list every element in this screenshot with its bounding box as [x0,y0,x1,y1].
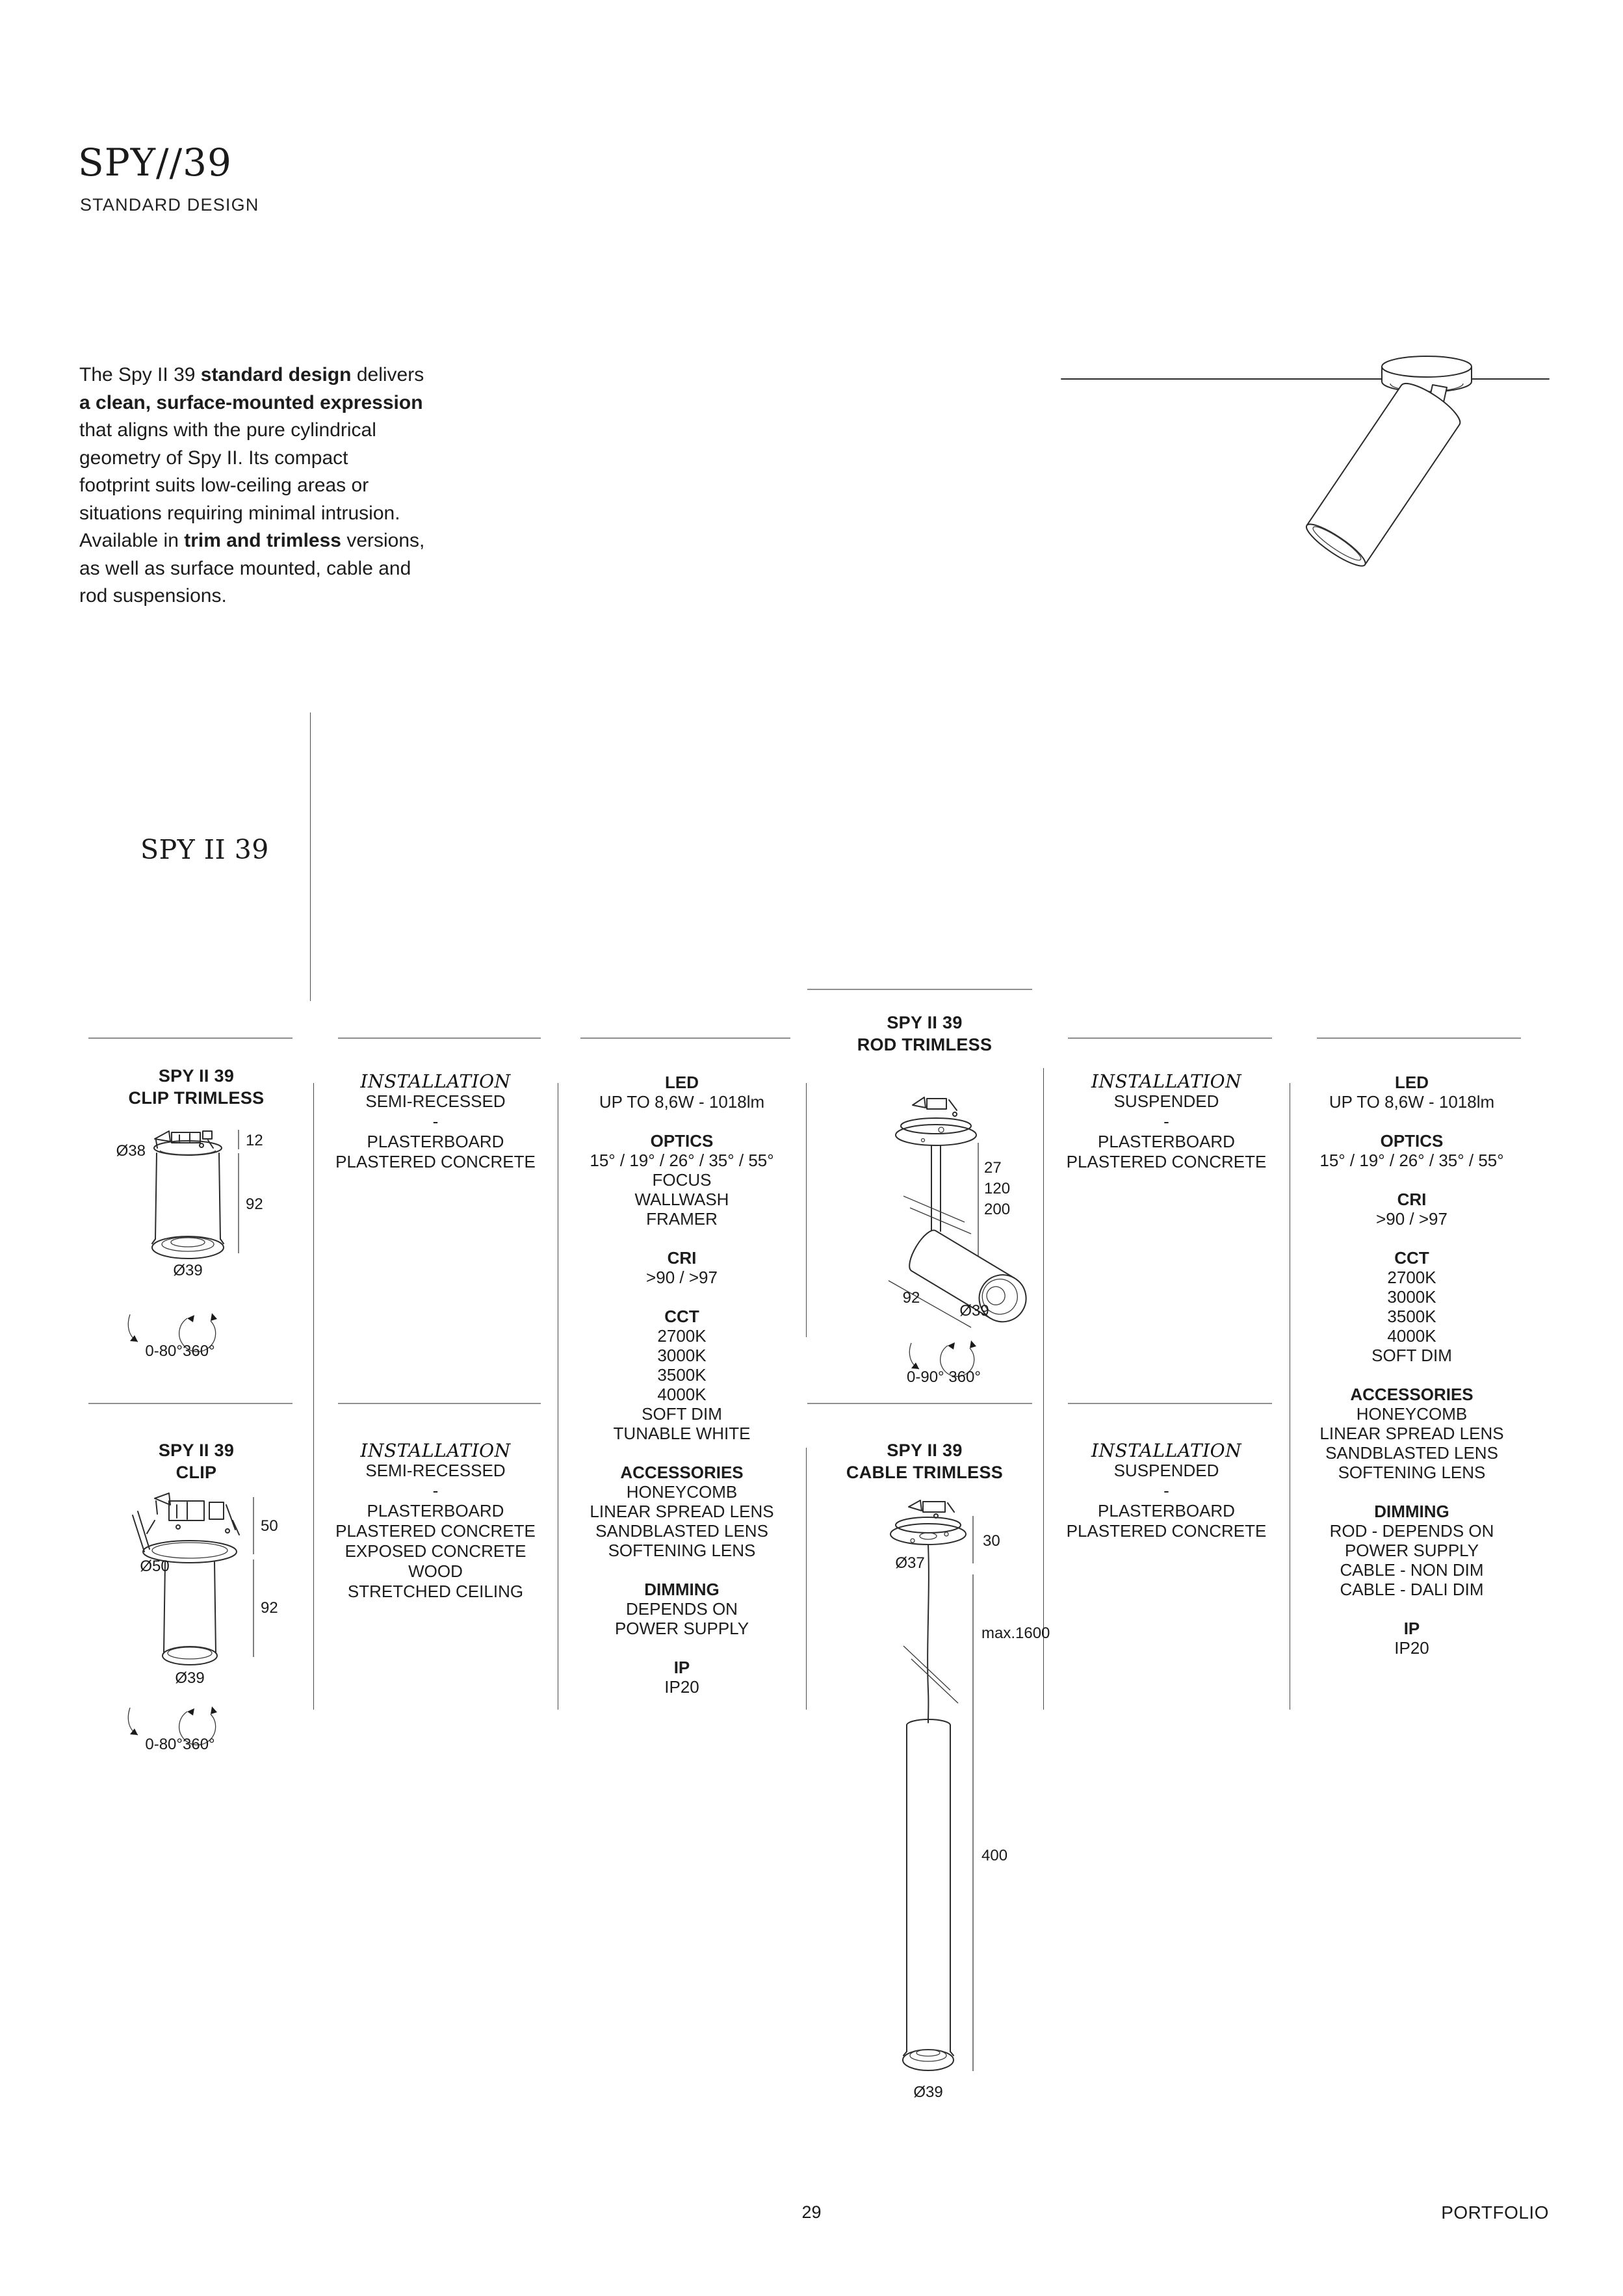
installation-section [313,1441,558,1602]
text-line: ROD TRIMLESS [857,1035,993,1054]
spec-group [558,1073,806,1112]
text-line: SPY II 39 [887,1441,963,1460]
spec-line: IP20 [664,1677,699,1697]
text-line: SPY II 39 [887,1013,963,1032]
spec-group [1290,1073,1534,1112]
spec-line: 2700K [1387,1268,1436,1287]
spec-line: CABLE - NON DIM [1340,1560,1484,1580]
text-line: PLASTERBOARD [1098,1501,1235,1520]
spec-heading: CCT [664,1307,699,1326]
spec-heading: CRI [1397,1190,1427,1209]
rule [807,1403,1032,1404]
svg-text:0-80°360°: 0-80°360° [145,1736,215,1753]
paragraph-line: as well as surface mounted, cable and [79,557,411,579]
rule [1317,1037,1521,1039]
svg-text:92: 92 [261,1599,278,1617]
spec-line: CABLE - DALI DIM [1340,1580,1484,1599]
spec-line: >90 / >97 [1376,1209,1448,1229]
rule [1068,1037,1272,1039]
paragraph-line: Available in trim and trimless versions, [79,530,425,551]
spec-line: POWER SUPPLY [1344,1541,1479,1560]
text-line: CLIP [175,1463,217,1482]
spec-line: DEPENDS ON [626,1599,738,1619]
text-line: PLASTERED CONCRETE [1066,1152,1267,1171]
spec-line: HONEYCOMB [626,1482,738,1502]
svg-text:Ø50: Ø50 [140,1558,170,1575]
rule [338,1037,541,1039]
spec-line: FRAMER [646,1209,718,1229]
spec-line: SANDBLASTED LENS [1325,1443,1498,1463]
spec-group [1290,1502,1534,1599]
svg-text:Ø39: Ø39 [173,1262,203,1279]
spec-heading: CCT [1394,1248,1429,1268]
spec-heading: IP [673,1658,690,1677]
svg-text:27: 27 [984,1159,1002,1177]
spec-line: HONEYCOMB [1356,1404,1468,1424]
surface-mounted-spot-illustration [1040,299,1560,579]
spec-heading: OPTICS [1380,1131,1444,1151]
text-line: PLASTERBOARD [1098,1132,1235,1151]
spec-heading: LED [1395,1073,1429,1092]
spec-heading: IP [1403,1619,1420,1638]
rule [1068,1403,1272,1404]
footer-brand: PORTFOLIO [1441,2202,1549,2223]
spec-line: ROD - DEPENDS ON [1329,1521,1494,1541]
text-line: SUSPENDED [1113,1091,1219,1111]
spec-line: SOFTENING LENS [608,1541,756,1560]
spec-line: 3500K [657,1365,707,1385]
svg-text:30: 30 [983,1532,1000,1550]
spec-line: LINEAR SPREAD LENS [1319,1424,1504,1443]
spec-group [1290,1190,1534,1229]
spec-line: UP TO 8,6W - 1018lm [1329,1092,1495,1112]
text-line: SUSPENDED [1113,1461,1219,1480]
rule [807,989,1032,990]
spec-line: >90 / >97 [646,1268,718,1287]
text-line: - [1163,1481,1169,1500]
paragraph-line: a clean, surface-mounted expression [79,391,423,413]
paragraph-line: The Spy II 39 standard design delivers [79,364,424,385]
svg-text:0-90° 360°: 0-90° 360° [907,1368,981,1386]
svg-text:92: 92 [246,1195,263,1213]
spec-group [558,1463,806,1560]
divider [313,1083,314,1710]
spec-group [558,1307,806,1443]
spec-group [1290,1248,1534,1365]
spec-heading: OPTICS [650,1131,714,1151]
text-line: STRETCHED CEILING [347,1582,524,1601]
svg-text:120: 120 [984,1180,1011,1197]
spec-line: UP TO 8,6W - 1018lm [599,1092,765,1112]
rule [88,1037,292,1039]
product-header-rod-trimless [806,1011,1043,1056]
text-line: - [432,1112,439,1131]
installation-section [1043,1071,1290,1172]
spec-heading: LED [665,1073,699,1092]
spec-line: SOFTENING LENS [1338,1463,1486,1482]
spec-group [558,1658,806,1697]
spec-heading: DIMMING [1374,1502,1449,1521]
paragraph-line: geometry of Spy II. Its compact [79,447,348,469]
spec-column-left [558,1073,806,1716]
spec-line: IP20 [1394,1638,1429,1658]
paragraph-line: rod suspensions. [79,585,227,607]
installation-heading: INSTALLATION [360,1440,511,1461]
paragraph-line: footprint suits low-ceiling areas or [79,475,369,496]
series-label: SPY II 39 [140,834,269,865]
text-line: SEMI-RECESSED [365,1461,506,1480]
divider-series [310,712,311,1001]
svg-text:max.1600: max.1600 [981,1624,1050,1642]
installation-heading: INSTALLATION [1091,1440,1242,1461]
rule [88,1403,292,1404]
svg-text:92: 92 [902,1289,920,1307]
intro-paragraph [79,361,424,610]
page-title: SPY//39 [78,140,232,185]
product-header-clip [79,1439,313,1483]
spec-line: FOCUS [652,1170,712,1190]
spec-line: LINEAR SPREAD LENS [590,1502,774,1521]
text-line: EXPOSED CONCRETE [344,1541,526,1561]
spec-line: 3000K [1387,1287,1436,1307]
svg-text:400: 400 [981,1847,1008,1864]
paragraph-line: that aligns with the pure cylindrical [79,419,376,441]
spec-line: 4000K [657,1385,707,1404]
text-line: WOOD [408,1561,463,1581]
spec-line: WALLWASH [634,1190,729,1209]
spec-line: 3000K [657,1346,707,1365]
text-line: PLASTERED CONCRETE [1066,1521,1267,1541]
text-line: PLASTERBOARD [367,1501,504,1520]
spec-line: 15° / 19° / 26° / 35° / 55° [590,1151,774,1170]
installation-section [313,1071,558,1172]
text-line: PLASTERED CONCRETE [335,1521,536,1541]
paragraph-line: situations requiring minimal intrusion. [79,502,400,524]
divider [806,1083,807,1337]
spec-group [558,1131,806,1229]
spec-line: TUNABLE WHITE [613,1424,751,1443]
spec-group [1290,1385,1534,1482]
spec-heading: ACCESSORIES [620,1463,744,1482]
product-header-clip-trimless [79,1065,313,1109]
spec-heading: CRI [667,1248,697,1268]
divider [806,1448,807,1710]
spec-line: SANDBLASTED LENS [595,1521,768,1541]
rod-trimless-drawing [820,1078,1028,1386]
svg-text:Ø37: Ø37 [895,1554,925,1572]
clip-drawing [92,1492,287,1752]
installation-section [1043,1441,1290,1541]
installation-heading: INSTALLATION [1091,1071,1242,1092]
spec-group [558,1248,806,1287]
spec-line: SOFT DIM [642,1404,722,1424]
spec-line: 15° / 19° / 26° / 35° / 55° [1319,1151,1504,1170]
spec-column-right [1290,1073,1534,1677]
text-line: SPY II 39 [158,1441,235,1460]
svg-text:Ø39: Ø39 [959,1302,989,1320]
text-line: CABLE TRIMLESS [846,1463,1004,1482]
spec-line: 3500K [1387,1307,1436,1326]
text-line: - [1163,1112,1169,1131]
spec-line: 4000K [1387,1326,1436,1346]
svg-text:200: 200 [984,1201,1011,1218]
svg-text:12: 12 [246,1132,263,1149]
clip-trimless-drawing [92,1125,287,1359]
svg-text:50: 50 [261,1517,278,1535]
svg-text:Ø39: Ø39 [913,2083,943,2101]
text-line: PLASTERED CONCRETE [335,1152,536,1171]
spec-group [1290,1131,1534,1170]
svg-text:Ø39: Ø39 [175,1669,205,1687]
page-number: 29 [801,2202,822,2222]
page-subtitle: STANDARD DESIGN [80,195,259,215]
spec-heading: DIMMING [644,1580,720,1599]
installation-heading: INSTALLATION [360,1071,511,1092]
spec-heading: ACCESSORIES [1350,1385,1474,1404]
text-line: PLASTERBOARD [367,1132,504,1151]
text-line: CLIP TRIMLESS [128,1088,265,1108]
spec-line: POWER SUPPLY [614,1619,749,1638]
cable-trimless-drawing [838,1476,1050,2119]
spec-group [1290,1619,1534,1658]
text-line: - [432,1481,439,1500]
spec-line: 2700K [657,1326,707,1346]
svg-text:Ø38: Ø38 [116,1142,146,1160]
rule [338,1403,541,1404]
text-line: SEMI-RECESSED [365,1091,506,1111]
svg-text:0-80°360°: 0-80°360° [145,1342,215,1360]
spec-group [558,1580,806,1638]
rule [580,1037,790,1039]
spec-line: SOFT DIM [1371,1346,1452,1365]
text-line: SPY II 39 [158,1066,235,1086]
